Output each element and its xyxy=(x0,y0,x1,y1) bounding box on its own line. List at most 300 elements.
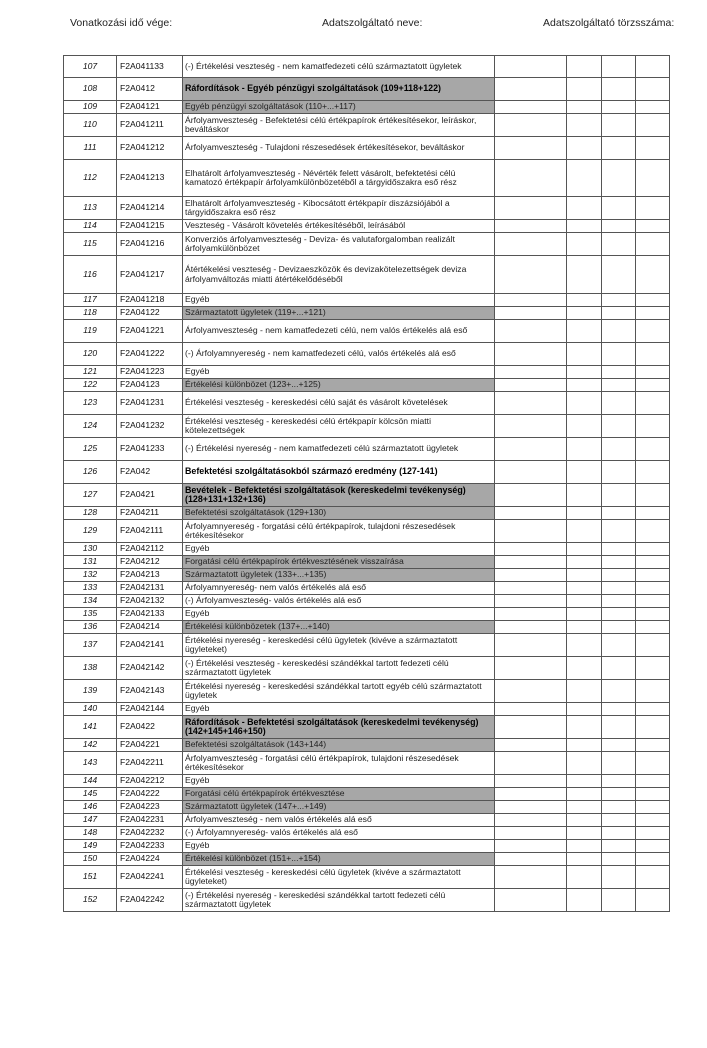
row-code: F2A0421 xyxy=(117,484,183,507)
row-number: 122 xyxy=(64,379,117,392)
value-cell-3[interactable] xyxy=(602,680,636,703)
table-row xyxy=(64,853,670,866)
value-cell-1[interactable] xyxy=(495,461,567,484)
value-cell-2[interactable] xyxy=(567,343,602,366)
period-end-label: Vonatkozási idő vége: xyxy=(70,17,173,29)
value-cell-1[interactable] xyxy=(495,556,567,569)
value-cell-3[interactable] xyxy=(602,788,636,801)
value-cell-2[interactable] xyxy=(567,569,602,582)
value-cell-1[interactable] xyxy=(495,621,567,634)
row-description: Árfolyamnyereség - forgatási célú értékpapírok, tulajdoni részesedések értékesítésekor xyxy=(183,520,495,543)
value-cell-2[interactable] xyxy=(567,256,602,294)
row-number: 138 xyxy=(64,657,117,680)
row-code: F2A042141 xyxy=(117,634,183,657)
value-cell-4[interactable] xyxy=(636,752,670,775)
value-cell-1[interactable] xyxy=(495,233,567,256)
value-cell-1[interactable] xyxy=(495,543,567,556)
value-cell-1[interactable] xyxy=(495,657,567,680)
value-cell-1[interactable] xyxy=(495,775,567,788)
value-cell-1[interactable] xyxy=(495,307,567,320)
value-cell-2[interactable] xyxy=(567,716,602,739)
table-row xyxy=(64,220,670,233)
value-cell-2[interactable] xyxy=(567,543,602,556)
value-cell-2[interactable] xyxy=(567,752,602,775)
value-cell-1[interactable] xyxy=(495,294,567,307)
value-cell-2[interactable] xyxy=(567,507,602,520)
row-code: F2A042 xyxy=(117,461,183,484)
row-description: Befektetési szolgáltatásokból származó eredmény (127-141) xyxy=(183,461,495,484)
value-cell-3[interactable] xyxy=(602,703,636,716)
value-cell-1[interactable] xyxy=(495,703,567,716)
value-cell-4[interactable] xyxy=(636,866,670,889)
table-row xyxy=(64,608,670,621)
row-code: F2A042142 xyxy=(117,657,183,680)
table-row xyxy=(64,114,670,137)
value-cell-1[interactable] xyxy=(495,595,567,608)
value-cell-2[interactable] xyxy=(567,101,602,114)
table-row xyxy=(64,582,670,595)
value-cell-4[interactable] xyxy=(636,56,670,78)
value-cell-4[interactable] xyxy=(636,160,670,197)
value-cell-1[interactable] xyxy=(495,752,567,775)
row-number: 148 xyxy=(64,827,117,840)
value-cell-1[interactable] xyxy=(495,78,567,101)
value-cell-3[interactable] xyxy=(602,392,636,415)
row-code: F2A042144 xyxy=(117,703,183,716)
value-cell-3[interactable] xyxy=(602,233,636,256)
value-cell-4[interactable] xyxy=(636,788,670,801)
row-code: F2A042232 xyxy=(117,827,183,840)
table-row xyxy=(64,680,670,703)
value-cell-1[interactable] xyxy=(495,415,567,438)
value-cell-4[interactable] xyxy=(636,233,670,256)
row-description: Értékelési nyereség - kereskedési szándékkal tartott egyéb célú származtatott ügyletek xyxy=(183,680,495,703)
table-row xyxy=(64,294,670,307)
row-description: Származtatott ügyletek (147+...+149) xyxy=(183,801,495,814)
value-cell-2[interactable] xyxy=(567,220,602,233)
value-cell-2[interactable] xyxy=(567,438,602,461)
row-description: Értékelési különbözet (151+...+154) xyxy=(183,853,495,866)
value-cell-2[interactable] xyxy=(567,114,602,137)
value-cell-3[interactable] xyxy=(602,595,636,608)
table-row xyxy=(64,78,670,101)
value-cell-4[interactable] xyxy=(636,438,670,461)
value-cell-4[interactable] xyxy=(636,853,670,866)
table-row xyxy=(64,415,670,438)
row-number: 152 xyxy=(64,889,117,912)
row-code: F2A041214 xyxy=(117,197,183,220)
row-number: 147 xyxy=(64,814,117,827)
value-cell-3[interactable] xyxy=(602,739,636,752)
row-description: Értékelési különbözet (123+...+125) xyxy=(183,379,495,392)
value-cell-3[interactable] xyxy=(602,307,636,320)
value-cell-2[interactable] xyxy=(567,775,602,788)
value-cell-4[interactable] xyxy=(636,307,670,320)
value-cell-4[interactable] xyxy=(636,197,670,220)
value-cell-3[interactable] xyxy=(602,366,636,379)
value-cell-4[interactable] xyxy=(636,703,670,716)
value-cell-3[interactable] xyxy=(602,484,636,507)
value-cell-1[interactable] xyxy=(495,438,567,461)
value-cell-3[interactable] xyxy=(602,461,636,484)
value-cell-3[interactable] xyxy=(602,814,636,827)
value-cell-3[interactable] xyxy=(602,801,636,814)
row-description: Egyéb xyxy=(183,543,495,556)
row-description: (-) Értékelési nyereség - kereskedési szándékkal tartott fedezeti célú származtatott ügyletek xyxy=(183,889,495,912)
value-cell-3[interactable] xyxy=(602,853,636,866)
value-cell-3[interactable] xyxy=(602,634,636,657)
value-cell-1[interactable] xyxy=(495,256,567,294)
value-cell-1[interactable] xyxy=(495,739,567,752)
table-row xyxy=(64,137,670,160)
row-description: Befektetési szolgáltatások (143+144) xyxy=(183,739,495,752)
value-cell-2[interactable] xyxy=(567,78,602,101)
row-number: 113 xyxy=(64,197,117,220)
value-cell-4[interactable] xyxy=(636,343,670,366)
value-cell-1[interactable] xyxy=(495,160,567,197)
value-cell-3[interactable] xyxy=(602,343,636,366)
value-cell-3[interactable] xyxy=(602,840,636,853)
row-code: F2A042231 xyxy=(117,814,183,827)
row-code: F2A04224 xyxy=(117,853,183,866)
row-code: F2A04121 xyxy=(117,101,183,114)
row-description: Egyéb xyxy=(183,703,495,716)
value-cell-3[interactable] xyxy=(602,320,636,343)
row-code: F2A041212 xyxy=(117,137,183,160)
row-code: F2A04212 xyxy=(117,556,183,569)
row-description: (-) Értékelési nyereség - nem kamatfedezeti célú származtatott ügyletek xyxy=(183,438,495,461)
value-cell-4[interactable] xyxy=(636,889,670,912)
table-row xyxy=(64,379,670,392)
value-cell-2[interactable] xyxy=(567,197,602,220)
table-row xyxy=(64,343,670,366)
value-cell-3[interactable] xyxy=(602,256,636,294)
value-cell-1[interactable] xyxy=(495,889,567,912)
value-cell-4[interactable] xyxy=(636,415,670,438)
row-code: F2A042112 xyxy=(117,543,183,556)
row-description: Egyéb xyxy=(183,366,495,379)
value-cell-3[interactable] xyxy=(602,716,636,739)
value-cell-2[interactable] xyxy=(567,137,602,160)
value-cell-4[interactable] xyxy=(636,801,670,814)
value-cell-4[interactable] xyxy=(636,78,670,101)
value-cell-2[interactable] xyxy=(567,415,602,438)
value-cell-3[interactable] xyxy=(602,114,636,137)
row-code: F2A042242 xyxy=(117,889,183,912)
value-cell-1[interactable] xyxy=(495,320,567,343)
value-cell-1[interactable] xyxy=(495,827,567,840)
row-description: Egyéb xyxy=(183,775,495,788)
row-description: Értékelési veszteség - kereskedési célú saját és vásárolt követelések xyxy=(183,392,495,415)
row-number: 140 xyxy=(64,703,117,716)
row-number: 145 xyxy=(64,788,117,801)
row-code: F2A041215 xyxy=(117,220,183,233)
row-description: Értékelési különbözetek (137+...+140) xyxy=(183,621,495,634)
row-code: F2A04213 xyxy=(117,569,183,582)
value-cell-4[interactable] xyxy=(636,634,670,657)
value-cell-2[interactable] xyxy=(567,788,602,801)
value-cell-1[interactable] xyxy=(495,608,567,621)
table-row xyxy=(64,889,670,912)
value-cell-2[interactable] xyxy=(567,889,602,912)
row-number: 128 xyxy=(64,507,117,520)
value-cell-4[interactable] xyxy=(636,680,670,703)
row-description: Ráfordítások - Befektetési szolgáltatások (kereskedelmi tevékenység) (142+145+146+150) xyxy=(183,716,495,739)
value-cell-4[interactable] xyxy=(636,840,670,853)
value-cell-3[interactable] xyxy=(602,438,636,461)
row-code: F2A04123 xyxy=(117,379,183,392)
value-cell-3[interactable] xyxy=(602,101,636,114)
row-number: 127 xyxy=(64,484,117,507)
value-cell-1[interactable] xyxy=(495,220,567,233)
value-cell-1[interactable] xyxy=(495,680,567,703)
row-description: (-) Árfolyamnyereség- valós értékelés alá eső xyxy=(183,827,495,840)
value-cell-3[interactable] xyxy=(602,866,636,889)
value-cell-2[interactable] xyxy=(567,866,602,889)
value-cell-4[interactable] xyxy=(636,137,670,160)
row-code: F2A0422 xyxy=(117,716,183,739)
value-cell-2[interactable] xyxy=(567,608,602,621)
value-cell-3[interactable] xyxy=(602,556,636,569)
value-cell-2[interactable] xyxy=(567,392,602,415)
value-cell-2[interactable] xyxy=(567,160,602,197)
value-cell-3[interactable] xyxy=(602,569,636,582)
report-table xyxy=(63,55,670,912)
row-code: F2A042131 xyxy=(117,582,183,595)
value-cell-2[interactable] xyxy=(567,634,602,657)
value-cell-4[interactable] xyxy=(636,220,670,233)
value-cell-4[interactable] xyxy=(636,392,670,415)
row-code: F2A041216 xyxy=(117,233,183,256)
table-row xyxy=(64,307,670,320)
row-code: F2A04222 xyxy=(117,788,183,801)
value-cell-3[interactable] xyxy=(602,415,636,438)
value-cell-2[interactable] xyxy=(567,461,602,484)
table-row xyxy=(64,320,670,343)
value-cell-1[interactable] xyxy=(495,137,567,160)
value-cell-3[interactable] xyxy=(602,507,636,520)
value-cell-4[interactable] xyxy=(636,827,670,840)
value-cell-4[interactable] xyxy=(636,461,670,484)
table-row xyxy=(64,840,670,853)
value-cell-4[interactable] xyxy=(636,657,670,680)
table-row xyxy=(64,595,670,608)
value-cell-1[interactable] xyxy=(495,840,567,853)
value-cell-2[interactable] xyxy=(567,621,602,634)
value-cell-3[interactable] xyxy=(602,775,636,788)
value-cell-2[interactable] xyxy=(567,56,602,78)
value-cell-2[interactable] xyxy=(567,840,602,853)
value-cell-2[interactable] xyxy=(567,739,602,752)
value-cell-4[interactable] xyxy=(636,379,670,392)
row-code: F2A042211 xyxy=(117,752,183,775)
table-row xyxy=(64,543,670,556)
value-cell-2[interactable] xyxy=(567,853,602,866)
row-code: F2A041233 xyxy=(117,438,183,461)
table-row xyxy=(64,197,670,220)
value-cell-2[interactable] xyxy=(567,582,602,595)
row-description: Forgatási célú értékpapírok értékvesztése xyxy=(183,788,495,801)
value-cell-1[interactable] xyxy=(495,114,567,137)
row-description: Egyéb pénzügyi szolgáltatások (110+...+117) xyxy=(183,101,495,114)
value-cell-3[interactable] xyxy=(602,220,636,233)
value-cell-2[interactable] xyxy=(567,379,602,392)
value-cell-2[interactable] xyxy=(567,484,602,507)
table-row xyxy=(64,814,670,827)
value-cell-4[interactable] xyxy=(636,595,670,608)
value-cell-4[interactable] xyxy=(636,582,670,595)
row-description: Árfolyamveszteség - nem valós értékelés alá eső xyxy=(183,814,495,827)
table-row xyxy=(64,657,670,680)
value-cell-2[interactable] xyxy=(567,595,602,608)
value-cell-1[interactable] xyxy=(495,801,567,814)
value-cell-4[interactable] xyxy=(636,569,670,582)
value-cell-2[interactable] xyxy=(567,294,602,307)
value-cell-1[interactable] xyxy=(495,582,567,595)
row-code: F2A041133 xyxy=(117,56,183,78)
row-number: 126 xyxy=(64,461,117,484)
value-cell-3[interactable] xyxy=(602,56,636,78)
value-cell-3[interactable] xyxy=(602,752,636,775)
value-cell-3[interactable] xyxy=(602,621,636,634)
row-number: 124 xyxy=(64,415,117,438)
value-cell-4[interactable] xyxy=(636,775,670,788)
value-cell-4[interactable] xyxy=(636,608,670,621)
value-cell-2[interactable] xyxy=(567,366,602,379)
value-cell-3[interactable] xyxy=(602,294,636,307)
row-description: Értékelési veszteség - kereskedési célú értékpapír kölcsön miatti kötelezettségek xyxy=(183,415,495,438)
value-cell-4[interactable] xyxy=(636,294,670,307)
row-code: F2A04223 xyxy=(117,801,183,814)
value-cell-2[interactable] xyxy=(567,703,602,716)
row-number: 116 xyxy=(64,256,117,294)
value-cell-4[interactable] xyxy=(636,814,670,827)
value-cell-1[interactable] xyxy=(495,197,567,220)
value-cell-3[interactable] xyxy=(602,608,636,621)
value-cell-4[interactable] xyxy=(636,716,670,739)
value-cell-1[interactable] xyxy=(495,379,567,392)
row-code: F2A041218 xyxy=(117,294,183,307)
value-cell-4[interactable] xyxy=(636,366,670,379)
row-description: Értékelési nyereség - kereskedési célú ügyletek (kivéve a származtatott ügyleteket) xyxy=(183,634,495,657)
row-code: F2A041231 xyxy=(117,392,183,415)
value-cell-1[interactable] xyxy=(495,507,567,520)
value-cell-4[interactable] xyxy=(636,101,670,114)
table-row xyxy=(64,866,670,889)
table-row xyxy=(64,392,670,415)
value-cell-1[interactable] xyxy=(495,520,567,543)
value-cell-2[interactable] xyxy=(567,320,602,343)
value-cell-3[interactable] xyxy=(602,520,636,543)
value-cell-3[interactable] xyxy=(602,379,636,392)
value-cell-1[interactable] xyxy=(495,866,567,889)
row-code: F2A04221 xyxy=(117,739,183,752)
value-cell-1[interactable] xyxy=(495,569,567,582)
value-cell-4[interactable] xyxy=(636,320,670,343)
row-number: 141 xyxy=(64,716,117,739)
row-code: F2A041217 xyxy=(117,256,183,294)
row-number: 151 xyxy=(64,866,117,889)
value-cell-2[interactable] xyxy=(567,556,602,569)
value-cell-2[interactable] xyxy=(567,520,602,543)
value-cell-4[interactable] xyxy=(636,520,670,543)
value-cell-4[interactable] xyxy=(636,484,670,507)
table-row xyxy=(64,752,670,775)
value-cell-1[interactable] xyxy=(495,716,567,739)
value-cell-1[interactable] xyxy=(495,634,567,657)
row-number: 120 xyxy=(64,343,117,366)
value-cell-2[interactable] xyxy=(567,680,602,703)
value-cell-3[interactable] xyxy=(602,160,636,197)
row-number: 111 xyxy=(64,137,117,160)
value-cell-3[interactable] xyxy=(602,582,636,595)
value-cell-4[interactable] xyxy=(636,543,670,556)
value-cell-4[interactable] xyxy=(636,621,670,634)
value-cell-4[interactable] xyxy=(636,114,670,137)
value-cell-4[interactable] xyxy=(636,507,670,520)
row-description: Egyéb xyxy=(183,608,495,621)
table-row xyxy=(64,569,670,582)
value-cell-3[interactable] xyxy=(602,827,636,840)
table-row xyxy=(64,438,670,461)
value-cell-2[interactable] xyxy=(567,657,602,680)
value-cell-3[interactable] xyxy=(602,543,636,556)
value-cell-1[interactable] xyxy=(495,853,567,866)
value-cell-3[interactable] xyxy=(602,137,636,160)
provider-name-label: Adatszolgáltató neve: xyxy=(322,17,423,29)
value-cell-1[interactable] xyxy=(495,343,567,366)
value-cell-1[interactable] xyxy=(495,366,567,379)
row-code: F2A041221 xyxy=(117,320,183,343)
row-description: Elhatárolt árfolyamveszteség - Kibocsátott értékpapír diszázsiójából a tárgyidőszakra eső rész xyxy=(183,197,495,220)
row-description: Árfolyamnyereség- nem valós értékelés alá eső xyxy=(183,582,495,595)
row-description: (-) Értékelési veszteség - nem kamatfedezeti célú származtatott ügyletek xyxy=(183,56,495,78)
value-cell-2[interactable] xyxy=(567,233,602,256)
row-number: 129 xyxy=(64,520,117,543)
value-cell-1[interactable] xyxy=(495,484,567,507)
row-number: 139 xyxy=(64,680,117,703)
value-cell-2[interactable] xyxy=(567,307,602,320)
value-cell-2[interactable] xyxy=(567,827,602,840)
value-cell-2[interactable] xyxy=(567,814,602,827)
row-number: 115 xyxy=(64,233,117,256)
value-cell-1[interactable] xyxy=(495,56,567,78)
value-cell-4[interactable] xyxy=(636,739,670,752)
value-cell-2[interactable] xyxy=(567,801,602,814)
row-code: F2A042233 xyxy=(117,840,183,853)
value-cell-3[interactable] xyxy=(602,78,636,101)
table-row xyxy=(64,461,670,484)
row-code: F2A041223 xyxy=(117,366,183,379)
value-cell-3[interactable] xyxy=(602,889,636,912)
table-row xyxy=(64,703,670,716)
row-number: 132 xyxy=(64,569,117,582)
value-cell-1[interactable] xyxy=(495,814,567,827)
table-row xyxy=(64,739,670,752)
table-row xyxy=(64,775,670,788)
value-cell-1[interactable] xyxy=(495,101,567,114)
value-cell-3[interactable] xyxy=(602,197,636,220)
row-description: Árfolyamveszteség - forgatási célú értékpapírok, tulajdoni részesedések értékesítésekor xyxy=(183,752,495,775)
value-cell-1[interactable] xyxy=(495,392,567,415)
value-cell-1[interactable] xyxy=(495,788,567,801)
row-code: F2A04211 xyxy=(117,507,183,520)
row-description: Befektetési szolgáltatások (129+130) xyxy=(183,507,495,520)
value-cell-4[interactable] xyxy=(636,256,670,294)
value-cell-4[interactable] xyxy=(636,556,670,569)
value-cell-3[interactable] xyxy=(602,657,636,680)
row-number: 130 xyxy=(64,543,117,556)
